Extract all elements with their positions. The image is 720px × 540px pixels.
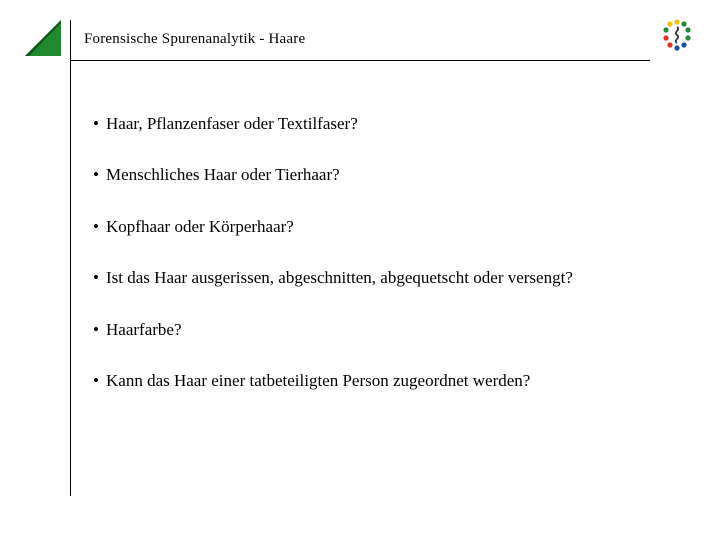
bullet-item (93, 110, 573, 161)
bullet-item (93, 367, 573, 418)
bullet-marker: • (93, 319, 99, 339)
bullet-marker: • (93, 268, 99, 288)
corner-triangle-decoration (25, 20, 61, 56)
bullet-item (93, 213, 573, 264)
slide-header-title: Forensische Spurenanalytik - Haare (84, 31, 306, 47)
bullet-marker: • (93, 114, 99, 133)
bullet-text: Haar, Pflanzenfaser oder Textilfaser? (106, 114, 358, 133)
horizontal-rule (70, 60, 650, 61)
bullet-marker: • (93, 216, 99, 236)
institution-logo-icon (662, 18, 692, 52)
bullet-item (93, 316, 573, 367)
bullet-text: Haarfarbe? (106, 319, 182, 339)
bullet-text: Kann das Haar einer tatbeteiligten Person zugeordnet werden? (106, 370, 531, 390)
bullet-item (93, 161, 573, 212)
bullet-text: Menschliches Haar oder Tierhaar? (106, 165, 340, 185)
bullet-marker: • (93, 370, 99, 390)
vertical-rule (70, 20, 71, 496)
bullet-text: Kopfhaar oder Körperhaar? (106, 216, 294, 236)
bullet-text: Ist das Haar ausgerissen, abgeschnitten, abgequetscht oder versengt? (106, 268, 573, 288)
bullet-item (93, 264, 573, 315)
bullet-list (93, 110, 573, 418)
bullet-marker: • (93, 165, 99, 185)
